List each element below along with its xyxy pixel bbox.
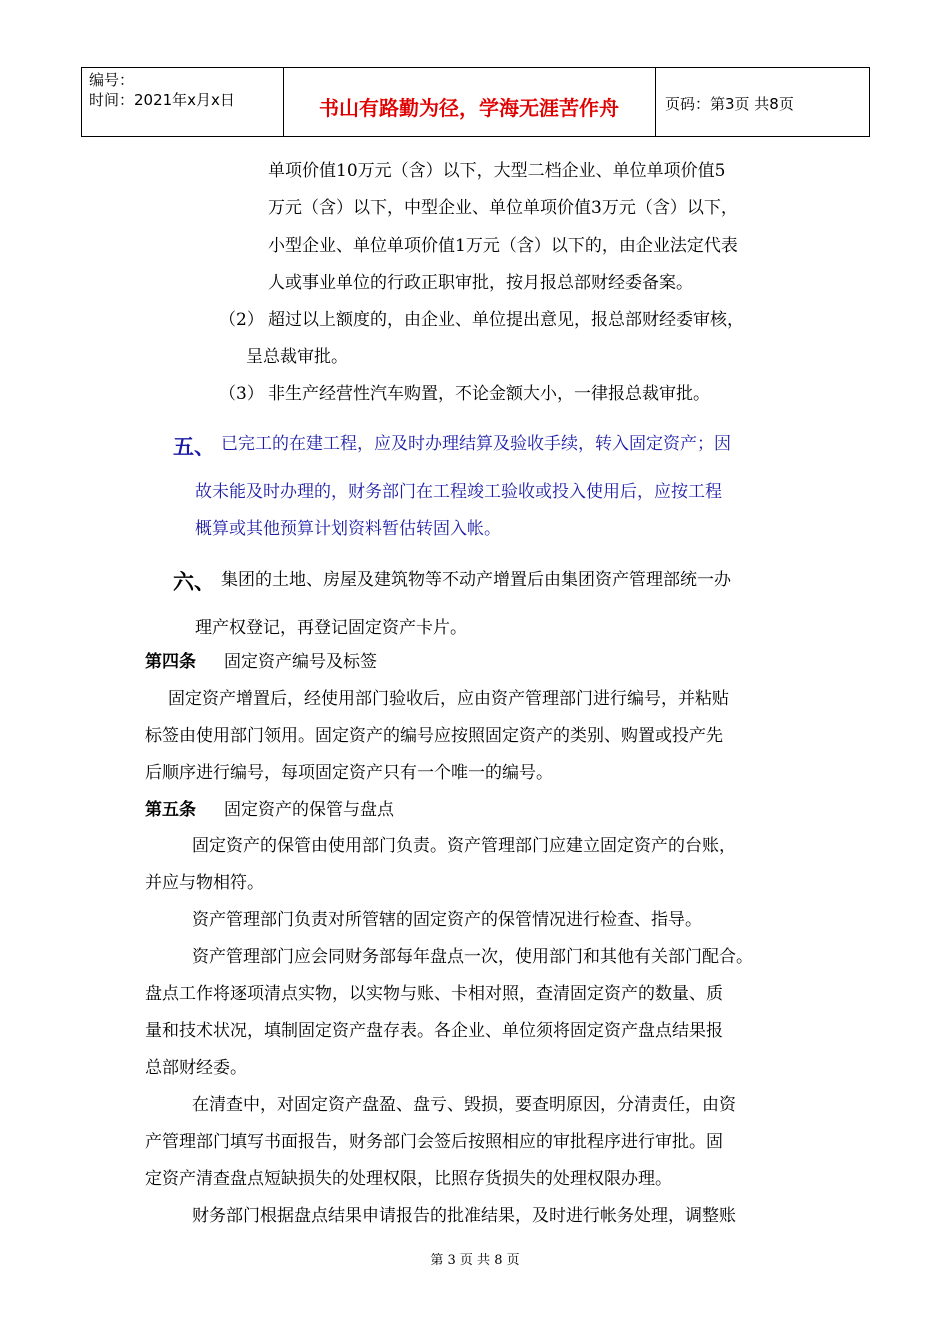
article-title: 固定资产的保管与盘点	[224, 800, 394, 820]
doc-date: 时间：2021年x月x日	[89, 91, 235, 109]
text-line: 并应与物相符。	[145, 873, 264, 893]
list-marker: （2）	[219, 310, 264, 330]
point-marker: 六、	[173, 570, 215, 594]
article-5-heading	[145, 799, 394, 821]
point-marker: 五、	[173, 435, 215, 459]
header-divider	[81, 68, 82, 136]
text-line: 理产权登记，再登记固定资产卡片。	[195, 618, 467, 638]
article-label: 第五条	[145, 800, 196, 820]
text-line: 资产管理部门负责对所管辖的固定资产的保管情况进行检查、指导。	[192, 910, 702, 930]
text-line: 集团的土地、房屋及建筑物等不动产增置后由集团资产管理部统一办	[221, 570, 731, 590]
text-line: 固定资产的保管由使用部门负责。资产管理部门应建立固定资产的台账，	[192, 836, 736, 856]
text-line: 在清查中，对固定资产盘盈、盘亏、毁损，要查明原因，分清责任，由资	[192, 1095, 736, 1115]
text-line: 资产管理部门应会同财务部每年盘点一次，使用部门和其他有关部门配合。	[192, 947, 753, 967]
header-meta	[89, 70, 235, 110]
header-motto: 书山有路勤为径，学海无涯苦作舟	[319, 96, 619, 120]
text-line: 固定资产增置后，经使用部门验收后，应由资产管理部门进行编号，并粘贴	[168, 689, 729, 709]
article-4-heading	[145, 651, 377, 673]
text-line: 标签由使用部门领用。固定资产的编号应按照固定资产的类别、购置或投产先	[145, 726, 723, 746]
article-label: 第四条	[145, 652, 196, 672]
text-line: 总部财经委。	[145, 1058, 247, 1078]
doc-number-label: 编号：	[89, 71, 135, 89]
text-line: 万元（含）以下，中型企业、单位单项价值3万元（含）以下，	[268, 198, 738, 218]
text-line: 超过以上额度的，由企业、单位提出意见，报总部财经委审核，	[268, 310, 744, 330]
header-divider	[655, 68, 656, 136]
text-line: 已完工的在建工程，应及时办理结算及验收手续，转入固定资产；因	[221, 434, 731, 454]
text-line: 非生产经营性汽车购置，不论金额大小，一律报总裁审批。	[268, 384, 710, 404]
list-marker: （3）	[219, 384, 264, 404]
text-line: 小型企业、单位单项价值1万元（含）以下的，由企业法定代表	[268, 236, 738, 256]
text-line: 量和技术状况，填制固定资产盘存表。各企业、单位须将固定资产盘点结果报	[145, 1021, 723, 1041]
header-table	[81, 67, 870, 137]
text-line: 定资产清查盘点短缺损失的处理权限，比照存货损失的处理权限办理。	[145, 1169, 672, 1189]
text-line: 单项价值10万元（含）以下，大型二档企业、单位单项价值5	[268, 161, 726, 181]
header-page-label: 页码：第3页 共8页	[665, 95, 794, 113]
text-line: 财务部门根据盘点结果申请报告的批准结果，及时进行帐务处理，调整账	[192, 1206, 736, 1226]
page-footer: 第 3 页 共 8 页	[430, 1253, 520, 1268]
text-line: 呈总裁审批。	[246, 347, 348, 367]
text-line: 人或事业单位的行政正职审批，按月报总部财经委备案。	[268, 273, 693, 293]
header-divider	[869, 68, 870, 136]
text-line: 产管理部门填写书面报告，财务部门会签后按照相应的审批程序进行审批。固	[145, 1132, 723, 1152]
text-line: 故未能及时办理的，财务部门在工程竣工验收或投入使用后，应按工程	[195, 482, 722, 502]
article-title: 固定资产编号及标签	[224, 652, 377, 672]
text-line: 概算或其他预算计划资料暂估转固入帐。	[195, 519, 501, 539]
text-line: 盘点工作将逐项清点实物，以实物与账、卡相对照，查清固定资产的数量、质	[145, 984, 723, 1004]
text-line: 后顺序进行编号，每项固定资产只有一个唯一的编号。	[145, 763, 553, 783]
